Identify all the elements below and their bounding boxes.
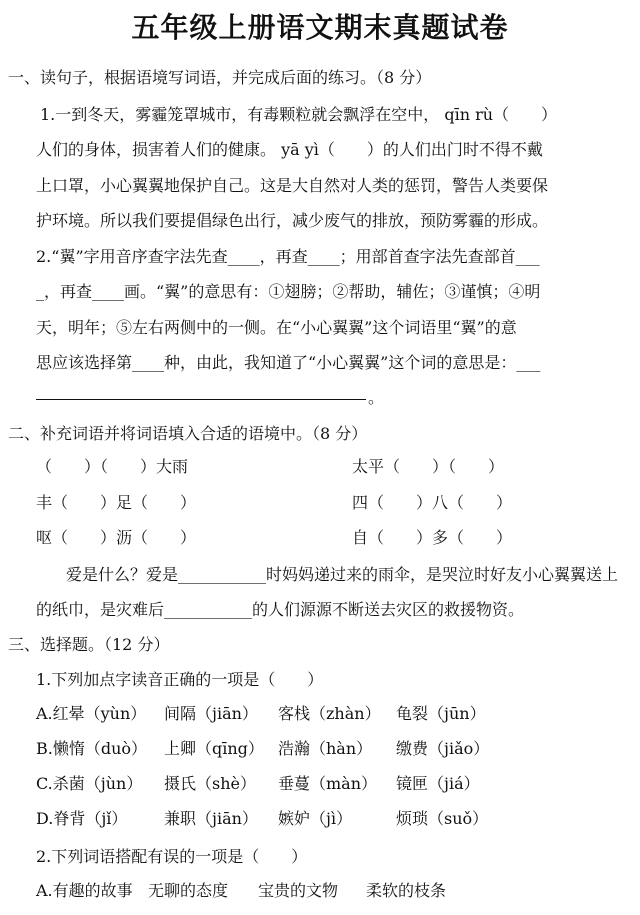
q1-a-2: 间隔（jiān） bbox=[164, 704, 258, 723]
word-row-3-right: 自（ ）多（ ） bbox=[352, 528, 513, 547]
q2-a-4: 柔软的枝条 bbox=[366, 881, 447, 900]
q1-text: 1.下列加点字读音正确的一项是（ ） bbox=[36, 670, 324, 689]
q1-option-a bbox=[36, 702, 616, 726]
q1-option-b bbox=[36, 737, 616, 761]
q1-a-4: 龟裂（jūn） bbox=[396, 704, 486, 723]
s1-p2-line-4: 思应该选择第____种，由此，我知道了“小心翼翼”这个词的意思是：___ bbox=[36, 353, 541, 372]
q1-b-1: B.懒惰（duò） bbox=[36, 739, 148, 758]
q1-d-4: 烦琐（suǒ） bbox=[396, 809, 489, 828]
s2-para-line-1: 爱是什么？爱是___________时妈妈递过来的雨伞，是哭泣时好友小心翼翼送上 bbox=[66, 565, 619, 584]
q1-b-3: 浩瀚（hàn） bbox=[278, 739, 373, 758]
word-row-3-left: 呕（ ）沥（ ） bbox=[36, 528, 197, 547]
q1-d-1: D.脊背（jǐ） bbox=[36, 809, 128, 828]
q1-c-4: 镜匣（jiá） bbox=[396, 774, 480, 793]
answer-underline bbox=[36, 398, 366, 400]
section-1-heading: 一、读句子，根据语境写词语，并完成后面的练习。（8 分） bbox=[8, 68, 432, 87]
section-2-heading: 二、补充词语并将词语填入合适的语境中。（8 分） bbox=[8, 424, 368, 443]
word-row-2-left: 丰（ ）足（ ） bbox=[36, 493, 197, 512]
q1-c-1: C.杀菌（jùn） bbox=[36, 774, 143, 793]
word-row-1-left: （ ）（ ）大雨 bbox=[36, 457, 189, 476]
word-row-1 bbox=[36, 455, 596, 479]
q1-a-3: 客栈（zhàn） bbox=[278, 704, 381, 723]
s1-p2-line-2: _，再查____画。“翼”的意思有：①翅膀；②帮助，辅佐；③谨慎；④明 bbox=[36, 282, 541, 301]
q2-options bbox=[36, 879, 616, 903]
q2-a-3: 宝贵的文物 bbox=[258, 881, 339, 900]
section-3-heading: 三、选择题。（12 分） bbox=[8, 635, 170, 654]
q2-a-1: A.有趣的故事 bbox=[36, 881, 133, 900]
q2-a-2: 无聊的态度 bbox=[148, 881, 229, 900]
s1-p2-line-1: 2.“翼”字用音序查字法先查____，再查____；用部首查字法先查部首___ bbox=[36, 247, 540, 266]
s1-p1-line-4: 护环境。所以我们要提倡绿色出行，减少废气的排放，预防雾霾的形成。 bbox=[36, 211, 549, 230]
q1-c-3: 垂蔓（màn） bbox=[278, 774, 378, 793]
s1-p1-line-1: 1.一到冬天，雾霾笼罩城市，有毒颗粒就会飘浮在空中， qīn rù（ ） bbox=[40, 105, 558, 124]
word-row-2 bbox=[36, 491, 596, 515]
q2-text: 2.下列词语搭配有误的一项是（ ） bbox=[36, 847, 308, 866]
q1-b-4: 缴费（jiǎo） bbox=[396, 739, 490, 758]
s1-p2-line-3: 天，明年；⑤左右两侧中的一侧。在“小心翼翼”这个词语里“翼”的意 bbox=[36, 318, 517, 337]
word-row-2-right: 四（ ）八（ ） bbox=[352, 493, 513, 512]
q1-option-c bbox=[36, 772, 616, 796]
s1-p1-line-3: 上口罩，小心翼翼地保护自己。这是大自然对人类的惩罚，警告人类要保 bbox=[36, 176, 549, 195]
word-row-3 bbox=[36, 526, 596, 550]
q1-c-2: 摄氏（shè） bbox=[164, 774, 256, 793]
page-title: 五年级上册语文期末真题试卷 bbox=[131, 11, 509, 44]
s1-p1-line-2: 人们的身体，损害着人们的健康。 yā yì（ ）的人们出门时不得不戴 bbox=[36, 140, 543, 159]
q1-b-2: 上卿（qīng） bbox=[164, 739, 264, 758]
q1-option-d bbox=[36, 807, 616, 831]
s1-p2-end: 。 bbox=[368, 388, 385, 407]
q1-a-1: A.红晕（yùn） bbox=[36, 704, 147, 723]
q1-d-3: 嫉妒（jì） bbox=[278, 809, 353, 828]
word-row-1-right: 太平（ ）（ ） bbox=[352, 457, 505, 476]
s2-para-line-2: 的纸巾，是灾难后___________的人们源源不断送去灾区的救援物资。 bbox=[36, 600, 525, 619]
q1-d-2: 兼职（jiān） bbox=[164, 809, 258, 828]
